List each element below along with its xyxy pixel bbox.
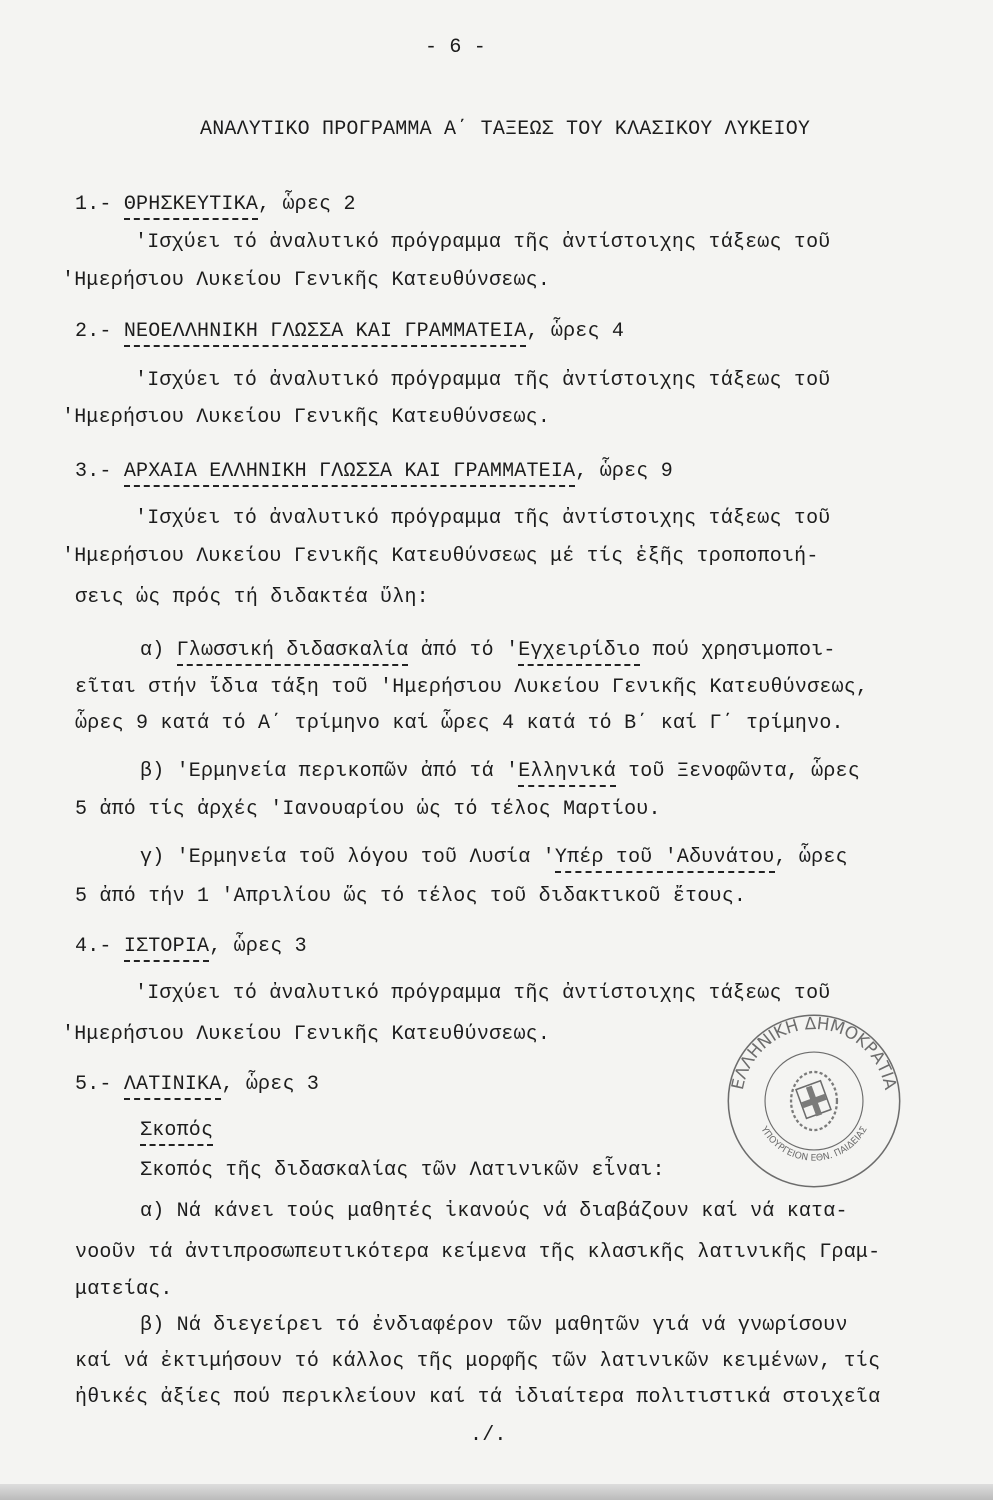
paragraph-line: ὧρες 9 κατά τό Α΄ τρίμηνο καί ὧρες 4 κατά τό Β΄ καί Γ΄ τρίμηνο. bbox=[75, 712, 844, 735]
paragraph-line: ματείας. bbox=[75, 1278, 173, 1301]
paragraph-line: Σκοπός τῆς διδασκαλίας τῶν Λατινικῶν εἶναι: bbox=[140, 1159, 665, 1182]
subject-hours: , ὧρες 3 bbox=[209, 935, 307, 958]
paragraph-line: νοοῦν τά ἀντιπροσωπευτικότερα κείμενα τῆς κλασικῆς λατινικῆς Γραμ- bbox=[75, 1241, 881, 1264]
section-4-heading bbox=[75, 935, 307, 959]
aim-heading bbox=[140, 1119, 213, 1143]
section-5-heading bbox=[75, 1073, 319, 1097]
paragraph-line: 'Ισχύει τό ἀναλυτικό πρόγραμμα τῆς ἀντίστοιχης τάξεως τοῦ bbox=[135, 982, 831, 1005]
text: γ) 'Ερμηνεία τοῦ λόγου τοῦ Λυσία ' bbox=[140, 846, 555, 869]
text: ἀπό τό ' bbox=[408, 639, 519, 662]
document-title: ΑΝΑΛΥΤΙΚΟ ΠΡΟΓΡΑΜΜΑ Α΄ ΤΑΞΕΩΣ ΤΟΥ ΚΛΑΣΙΚΟΥ ΛΥΚΕΙΟΥ bbox=[200, 118, 811, 141]
coat-of-arms-icon bbox=[791, 1072, 837, 1130]
paragraph-line: α) Νά κάνει τούς μαθητές ἱκανούς νά διαβάζουν καί νά κατα- bbox=[140, 1200, 848, 1223]
underlined-term: Υπέρ τοῦ 'Αδυνάτου bbox=[555, 846, 775, 873]
text: , ὧρες bbox=[774, 846, 848, 869]
aim-heading-text: Σκοπός bbox=[140, 1119, 213, 1146]
underlined-term: Γλωσσική διδασκαλία bbox=[177, 639, 409, 666]
section-2-heading bbox=[75, 320, 624, 344]
paragraph-line: σεις ὡς πρός τή διδακτέα ὕλη: bbox=[75, 586, 429, 609]
stamp-outer-text: ΕΛΛΗΝΙΚΗ ΔΗΜΟΚΡΑΤΙΑ bbox=[727, 1013, 901, 1092]
item-label: α) bbox=[140, 639, 177, 662]
official-seal-stamp bbox=[726, 1013, 902, 1189]
section-number: 4.- bbox=[75, 935, 112, 958]
paragraph-line: ἠθικές ἀξίες πού περικλείουν καί τά ἰδιαίτερα πολιτιστικά στοιχεῖα bbox=[75, 1386, 881, 1409]
paragraph-line: εῖται στήν ἴδια τάξη τοῦ 'Ημερήσιου Λυκείου Γενικῆς Κατευθύνσεως, bbox=[75, 676, 869, 699]
subject-name: ΙΣΤΟΡΙΑ bbox=[124, 935, 209, 962]
item-a-line bbox=[140, 639, 836, 663]
section-1-heading bbox=[75, 193, 356, 217]
paragraph-line: 'Ημερήσιου Λυκείου Γενικῆς Κατευθύνσεως. bbox=[62, 1023, 551, 1046]
paragraph-line: β) Νά διεγείρει τό ἐνδιαφέρον τῶν μαθητῶν γιά νά γνωρίσουν bbox=[140, 1314, 848, 1337]
subject-hours: , ὧρες 9 bbox=[575, 460, 673, 483]
section-3-heading bbox=[75, 460, 673, 484]
subject-name: ΑΡΧΑΙΑ ΕΛΛΗΝΙΚΗ ΓΛΩΣΣΑ ΚΑΙ ΓΡΑΜΜΑΤΕΙΑ bbox=[124, 460, 575, 487]
subject-hours: , ὧρες 2 bbox=[258, 193, 356, 216]
paragraph-line: 'Ημερήσιου Λυκείου Γενικῆς Κατευθύνσεως. bbox=[62, 269, 551, 292]
text: β) 'Ερμηνεία περικοπῶν ἀπό τά ' bbox=[140, 760, 519, 783]
item-b-line bbox=[140, 760, 860, 784]
section-number: 5.- bbox=[75, 1073, 112, 1096]
section-number: 2.- bbox=[75, 320, 112, 343]
paragraph-line: 'Ισχύει τό ἀναλυτικό πρόγραμμα τῆς ἀντίστοιχης τάξεως τοῦ bbox=[135, 507, 831, 530]
subject-name: ΛΑΤΙΝΙΚΑ bbox=[124, 1073, 222, 1100]
text: πού χρησιμοποι- bbox=[640, 639, 836, 662]
item-c-line bbox=[140, 846, 848, 870]
continuation-mark: ./. bbox=[470, 1424, 507, 1447]
paragraph-line: 'Ισχύει τό ἀναλυτικό πρόγραμμα τῆς ἀντίστοιχης τάξεως τοῦ bbox=[135, 231, 831, 254]
paragraph-line: 'Ισχύει τό ἀναλυτικό πρόγραμμα τῆς ἀντίστοιχης τάξεως τοῦ bbox=[135, 369, 831, 392]
paragraph-line: 'Ημερήσιου Λυκείου Γενικῆς Κατευθύνσεως μέ τίς ἑξῆς τροποποιή- bbox=[62, 545, 819, 568]
text: τοῦ Ξενοφῶντα, ὧρες bbox=[615, 760, 860, 783]
underlined-term: Εγχειρίδιο bbox=[518, 639, 640, 666]
page-number: - 6 - bbox=[425, 36, 487, 59]
stamp-inner-text: ΥΠΟΥΡΓΕΙΟΝ ΕΘΝ. ΠΑΙΔΕΙΑΣ bbox=[758, 1124, 870, 1164]
section-number: 3.- bbox=[75, 460, 112, 483]
underlined-term: Ελληνικά bbox=[518, 760, 616, 787]
paragraph-line: 5 ἀπό τήν 1 'Απριλίου ὥς τό τέλος τοῦ διδακτικοῦ ἔτους. bbox=[75, 885, 747, 908]
subject-name: ΘΡΗΣΚΕΥΤΙΚΑ bbox=[124, 193, 258, 220]
section-number: 1.- bbox=[75, 193, 112, 216]
paragraph-line: 'Ημερήσιου Λυκείου Γενικῆς Κατευθύνσεως. bbox=[62, 406, 551, 429]
paragraph-line: 5 ἀπό τίς ἀρχές 'Ιανουαρίου ὡς τό τέλος Μαρτίου. bbox=[75, 798, 661, 821]
subject-hours: , ὧρες 4 bbox=[526, 320, 625, 343]
subject-name: ΝΕΟΕΛΛΗΝΙΚΗ ΓΛΩΣΣΑ ΚΑΙ ΓΡΑΜΜΑΤΕΙΑ bbox=[124, 320, 527, 347]
paragraph-line: καί νά ἐκτιμήσουν τό κάλλος τῆς μορφῆς τῶν λατινικῶν κειμένων, τίς bbox=[75, 1350, 881, 1373]
subject-hours: , ὧρες 3 bbox=[221, 1073, 320, 1096]
scan-edge bbox=[0, 1484, 993, 1500]
